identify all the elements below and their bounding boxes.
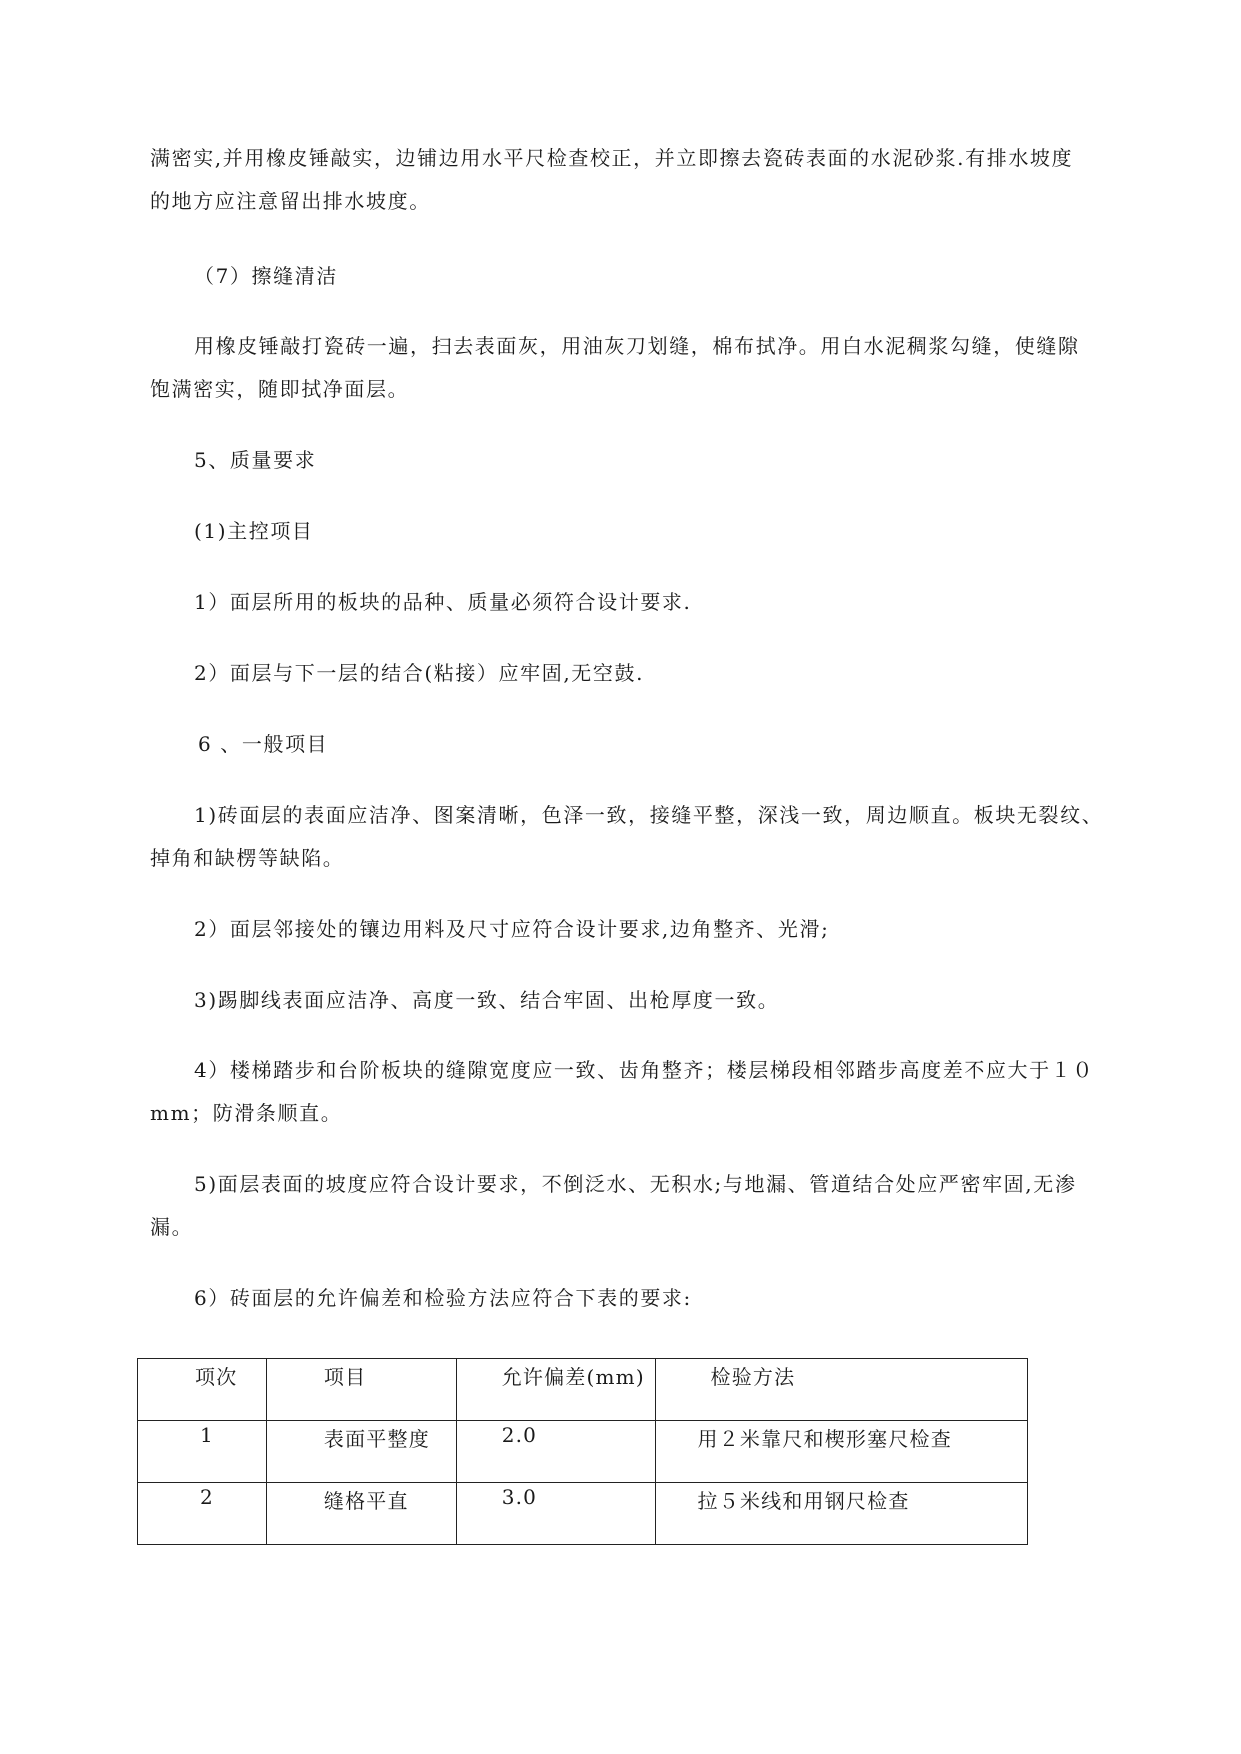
table-cell: 拉５米线和用钢尺检查 — [655, 1483, 1027, 1545]
paragraph-line: 的地方应注意留出排水坡度。 — [150, 189, 431, 213]
section-heading: （7）擦缝清洁 — [194, 264, 338, 288]
list-item-continued: 漏。 — [150, 1215, 194, 1239]
table-cell: 2 — [138, 1483, 267, 1545]
list-item: 6）砖面层的允许偏差和检验方法应符合下表的要求: — [194, 1286, 692, 1310]
table-row — [138, 1421, 1028, 1483]
section-heading: (1)主控项目 — [194, 519, 314, 543]
list-item-continued: mm；防滑条顺直。 — [150, 1101, 343, 1125]
table-header-cell: 允许偏差(mm) — [456, 1359, 655, 1421]
table-cell: 表面平整度 — [266, 1421, 456, 1483]
list-item: 4）楼梯踏步和台阶板块的缝隙宽度应一致、齿角整齐；楼层梯段相邻踏步高度差不应大于１０ — [194, 1058, 1094, 1082]
list-item: 1）面层所用的板块的品种、质量必须符合设计要求. — [194, 590, 692, 614]
table-cell: 1 — [138, 1421, 267, 1483]
paragraph-line: 用橡皮锤敲打瓷砖一遍，扫去表面灰，用油灰刀划缝，棉布拭净。用白水泥稠浆勾缝，使缝隙 — [194, 334, 1080, 358]
section-heading: 5、质量要求 — [194, 448, 317, 472]
list-item: 3)踢脚线表面应洁净、高度一致、结合牢固、出枪厚度一致。 — [194, 988, 780, 1012]
table-row — [138, 1483, 1028, 1545]
table-header-cell: 检验方法 — [655, 1359, 1027, 1421]
table-header-row — [138, 1359, 1028, 1421]
list-item-continued: 掉角和缺楞等缺陷。 — [150, 846, 345, 870]
list-item: 2）面层邻接处的镶边用料及尺寸应符合设计要求,边角整齐、光滑; — [194, 917, 830, 941]
list-item: 5)面层表面的坡度应符合设计要求，不倒泛水、无积水;与地漏、管道结合处应严密牢固,无渗 — [194, 1172, 1077, 1196]
list-item: 1)砖面层的表面应洁净、图案清晰，色泽一致，接缝平整，深浅一致，周边顺直。板块无裂纹、 — [194, 803, 1104, 827]
table-cell: 2.0 — [456, 1421, 655, 1483]
table-header-cell: 项次 — [138, 1359, 267, 1421]
paragraph-line: 满密实,并用橡皮锤敲实，边铺边用水平尺检查校正，并立即擦去瓷砖表面的水泥砂浆.有排水坡度 — [150, 146, 1074, 170]
deviation-table — [137, 1358, 1028, 1545]
table-header-cell: 项目 — [266, 1359, 456, 1421]
table-cell: 缝格平直 — [266, 1483, 456, 1545]
section-heading: 6 、一般项目 — [198, 732, 329, 756]
table-cell: 用２米靠尺和楔形塞尺检查 — [655, 1421, 1027, 1483]
table-cell: 3.0 — [456, 1483, 655, 1545]
list-item: 2）面层与下一层的结合(粘接）应牢固,无空鼓. — [194, 661, 645, 685]
paragraph-line: 饱满密实，随即拭净面层。 — [150, 377, 410, 401]
